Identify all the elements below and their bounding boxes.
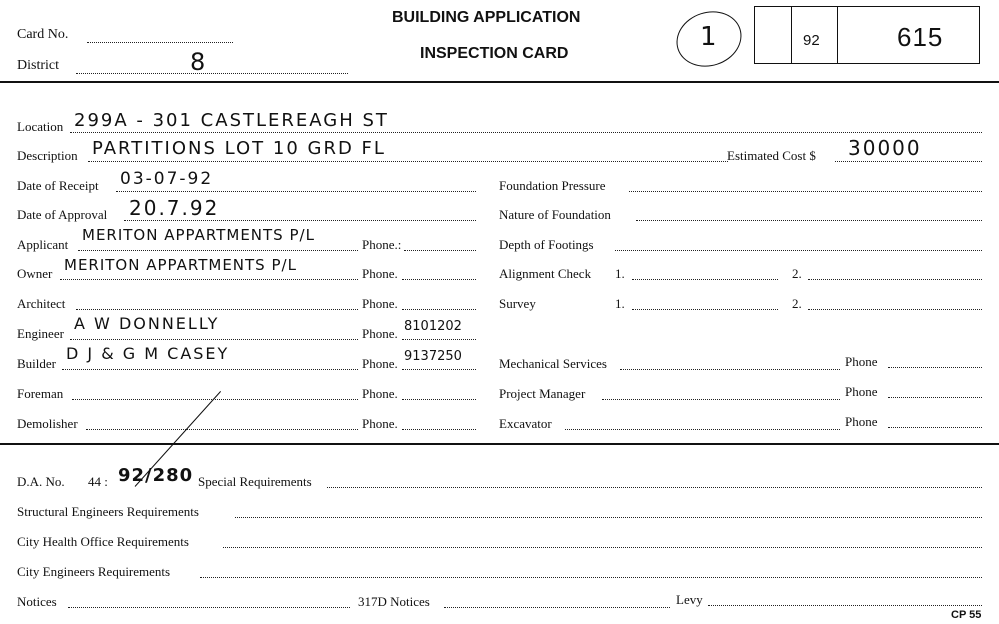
card-box-year-text: 92 (803, 32, 820, 49)
project-manager-field[interactable] (602, 399, 840, 400)
alignment-check-2-label: 2. (792, 266, 802, 281)
architect-phone-field[interactable] (402, 309, 476, 310)
survey-1-label: 1. (615, 296, 625, 311)
description-field[interactable] (88, 161, 728, 162)
card-no-field[interactable] (87, 42, 233, 43)
card-box-blank (754, 6, 792, 64)
applicant-value: MERITON APPARTMENTS P/L (82, 226, 315, 244)
nature-foundation-field[interactable] (636, 220, 982, 221)
notices-label: Notices (17, 594, 57, 609)
survey-1-field[interactable] (632, 309, 778, 310)
structural-engineers-field[interactable] (235, 517, 982, 518)
builder-label: Builder (17, 356, 56, 371)
engineer-field[interactable] (70, 339, 358, 340)
foundation-pressure-field[interactable] (629, 191, 982, 192)
form-code: CP 55 (951, 609, 982, 621)
date-approval-field[interactable] (124, 220, 476, 221)
owner-field[interactable] (60, 279, 358, 280)
engineer-phone-value: 8101202 (404, 319, 462, 334)
location-value: 299A - 301 CASTLEREAGH ST (74, 110, 389, 131)
date-receipt-field[interactable] (116, 191, 476, 192)
survey-label: Survey (499, 296, 536, 311)
applicant-phone-label: Phone.: (362, 237, 402, 252)
project-manager-phone-label: Phone (845, 384, 878, 399)
estimated-cost-field[interactable] (835, 161, 982, 162)
foundation-pressure-label: Foundation Pressure (499, 178, 606, 193)
estimated-cost-value: 30000 (848, 136, 922, 160)
alignment-check-label: Alignment Check (499, 266, 592, 281)
nature-foundation-label: Nature of Foundation (499, 207, 611, 222)
form-title-line2: INSPECTION CARD (420, 45, 569, 62)
date-approval-label: Date of Approval (17, 207, 108, 222)
location-field[interactable] (70, 132, 982, 133)
engineer-phone-label: Phone. (362, 326, 398, 341)
mechanical-services-field[interactable] (620, 369, 840, 370)
form-title-line1: BUILDING APPLICATION (392, 9, 581, 26)
mechanical-phone-field[interactable] (888, 367, 982, 368)
date-receipt-label: Date of Receipt (17, 178, 99, 193)
excavator-phone-field[interactable] (888, 427, 982, 428)
foreman-phone-field[interactable] (402, 399, 476, 400)
demolisher-phone-field[interactable] (402, 429, 476, 430)
demolisher-phone-label: Phone. (362, 416, 398, 431)
da-no-value: 92/280 (118, 465, 194, 486)
date-receipt-value: 03-07-92 (120, 169, 214, 189)
engineer-phone-field[interactable] (402, 339, 476, 340)
demolisher-field[interactable] (86, 429, 358, 430)
builder-value: D J & G M CASEY (66, 344, 230, 363)
project-manager-phone-field[interactable] (888, 397, 982, 398)
city-engineers-field[interactable] (200, 577, 982, 578)
district-label: District (17, 58, 59, 73)
survey-2-field[interactable] (808, 309, 982, 310)
description-value: PARTITIONS LOT 10 GRD FL (92, 138, 386, 159)
district-value: 8 (190, 48, 208, 76)
notices-317d-label: 317D Notices (358, 594, 430, 609)
location-label: Location (17, 119, 64, 134)
architect-phone-label: Phone. (362, 296, 398, 311)
city-engineers-label: City Engineers Requirements (17, 564, 171, 579)
excavator-phone-label: Phone (845, 414, 878, 429)
alignment-check-2-field[interactable] (808, 279, 982, 280)
alignment-check-1-field[interactable] (632, 279, 778, 280)
builder-phone-field[interactable] (402, 369, 476, 370)
applicant-phone-field[interactable] (404, 250, 476, 251)
builder-phone-label: Phone. (362, 356, 398, 371)
owner-value: MERITON APPARTMENTS P/L (64, 256, 297, 274)
city-health-field[interactable] (223, 547, 982, 548)
mechanical-services-label: Mechanical Services (499, 356, 607, 371)
card-box-number-text: 615 (897, 22, 944, 52)
project-manager-label: Project Manager (499, 386, 586, 401)
builder-phone-value: 9137250 (404, 349, 462, 364)
survey-2-label: 2. (792, 296, 802, 311)
circle-mark-value: 1 (700, 22, 719, 52)
notices-317d-field[interactable] (444, 607, 670, 608)
district-field[interactable] (76, 73, 348, 74)
owner-phone-field[interactable] (402, 279, 476, 280)
levy-label: Levy (676, 592, 703, 607)
header-divider (0, 81, 999, 83)
alignment-check-1-label: 1. (615, 266, 625, 281)
date-approval-value: 20.7.92 (129, 196, 220, 220)
depth-footings-label: Depth of Footings (499, 237, 594, 252)
architect-label: Architect (17, 296, 66, 311)
demolisher-label: Demolisher (17, 416, 78, 431)
engineer-label: Engineer (17, 326, 64, 341)
special-requirements-field[interactable] (327, 487, 982, 488)
depth-footings-field[interactable] (615, 250, 982, 251)
excavator-label: Excavator (499, 416, 552, 431)
bottom-divider (0, 443, 999, 445)
applicant-field[interactable] (78, 250, 358, 251)
description-label: Description (17, 148, 78, 163)
engineer-value: A W DONNELLY (74, 314, 220, 333)
owner-phone-label: Phone. (362, 266, 398, 281)
da-no-label: D.A. No. (17, 474, 65, 489)
owner-label: Owner (17, 266, 53, 281)
foreman-label: Foreman (17, 386, 64, 401)
foreman-field[interactable] (72, 399, 358, 400)
architect-field[interactable] (76, 309, 358, 310)
mechanical-phone-label: Phone (845, 354, 878, 369)
card-no-label: Card No. (17, 27, 69, 42)
structural-engineers-label: Structural Engineers Requirements (17, 504, 199, 519)
levy-field[interactable] (708, 605, 982, 606)
special-requirements-label: Special Requirements (198, 474, 312, 489)
city-health-label: City Health Office Requirements (17, 534, 189, 549)
builder-field[interactable] (62, 369, 358, 370)
applicant-label: Applicant (17, 237, 69, 252)
estimated-cost-label: Estimated Cost $ (727, 148, 816, 163)
foreman-phone-label: Phone. (362, 386, 398, 401)
excavator-field[interactable] (565, 429, 840, 430)
notices-field[interactable] (68, 607, 350, 608)
da-no-prefix: 44 : (88, 474, 108, 489)
